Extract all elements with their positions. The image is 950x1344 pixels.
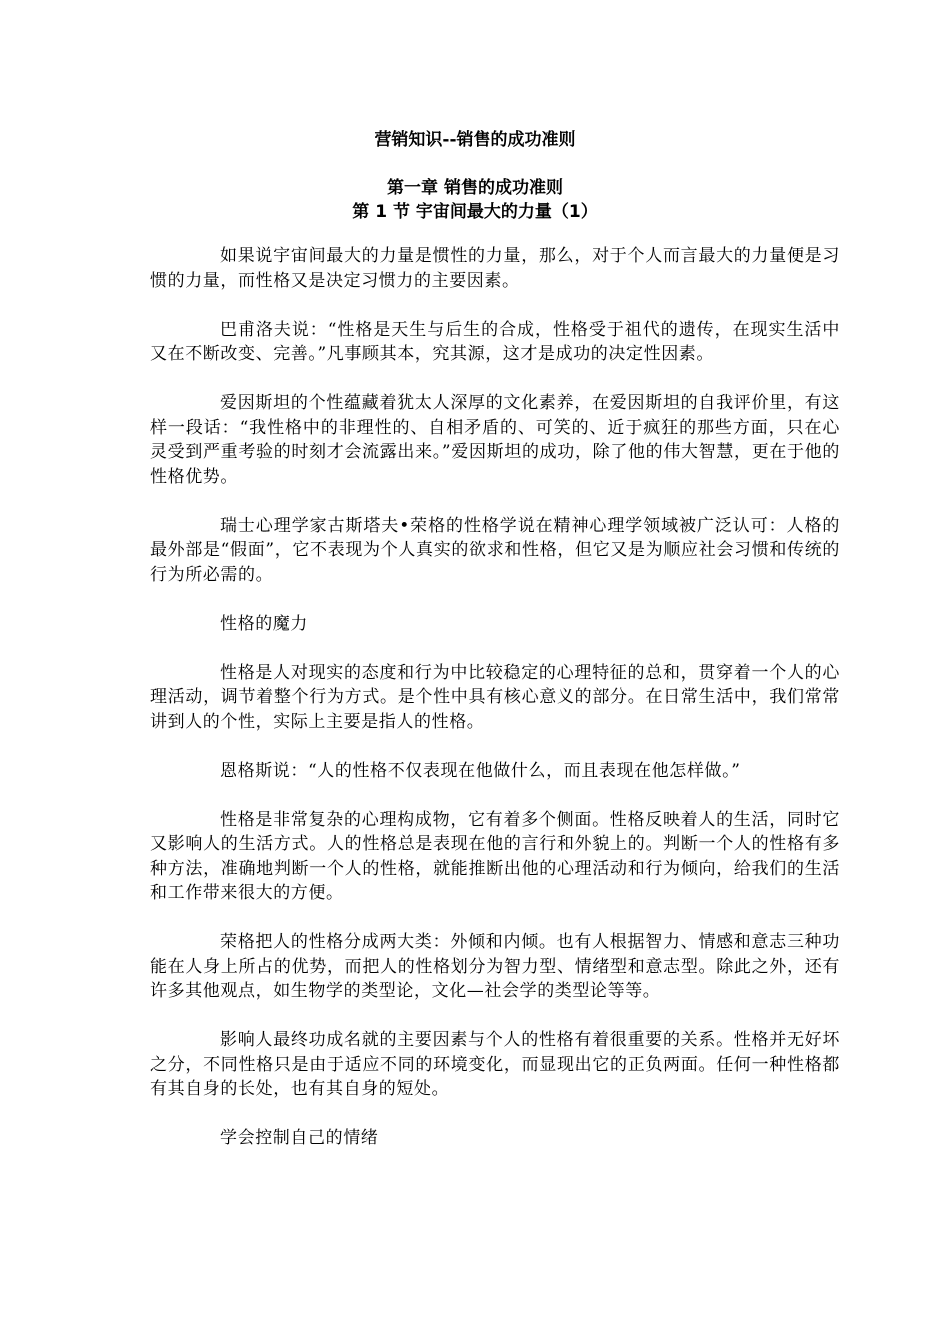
chapter-title: 第一章 销售的成功准则 (387, 178, 563, 198)
subheading-control-emotions: 学会控制自己的情绪 (220, 1128, 379, 1148)
section-title: 第 1 节 宇宙间最大的力量（1） (352, 202, 598, 222)
paragraph-9: 影响人最终功成名就的主要因素与个人的性格有着很重要的关系。性格并无好坏之分，不同性格只是由于适应不同的环境变化，而显现出它的正负两面。任何一种性格都有其自身的长处，也有其自身的短处。 (150, 1030, 840, 1099)
paragraph-1: 如果说宇宙间最大的力量是惯性的力量，那么，对于个人而言最大的力量便是习惯的力量，而性格又是决定习惯力的主要因素。 (150, 246, 840, 291)
paragraph-2: 巴甫洛夫说：“性格是天生与后生的合成，性格受于祖代的遗传，在现实生活中又在不断改变、完善。”凡事顾其本，究其源，这才是成功的决定性因素。 (150, 319, 840, 364)
subheading-personality-charm: 性格的魔力 (220, 613, 308, 634)
paragraph-6: 恩格斯说：“人的性格不仅表现在他做什么，而且表现在他怎样做。” (220, 760, 741, 781)
paragraph-7: 性格是非常复杂的心理构成物，它有着多个侧面。性格反映着人的生活，同时它又影响人的生活方式。人的性格总是表现在他的言行和外貌上的。判断一个人的性格有多种方法，准确地判断一个人的性格，就能推断出他的心理活动和行为倾向，给我们的生活和工作带来很大的方便。 (150, 809, 840, 903)
paragraph-5: 性格是人对现实的态度和行为中比较稳定的心理特征的总和，贯穿着一个人的心理活动，调节着整个行为方式。是个性中具有核心意义的部分。在日常生活中，我们常常讲到人的个性，实际上主要是指人的性格。 (150, 662, 840, 732)
paragraph-4: 瑞士心理学家古斯塔夫•荣格的性格学说在精神心理学领域被广泛认可：人格的最外部是“假面”，它不表现为个人真实的欲求和性格，但它又是为顺应社会习惯和传统的行为所必需的。 (150, 515, 840, 585)
document-body (150, 244, 840, 1175)
paragraph-3: 爱因斯坦的个性蕴藏着犹太人深厚的文化素养，在爱因斯坦的自我评价里，有这样一段话：“我性格中的非理性的、自相矛盾的、可笑的、近于疯狂的那些方面，只在心灵受到严重考验的时刻才会流露出来。”爱因斯坦的成功，除了他的伟大智慧，更在于他的性格优势。 (150, 393, 840, 487)
document-title: 营销知识--销售的成功准则 (374, 130, 576, 150)
paragraph-8: 荣格把人的性格分成两大类：外倾和内倾。也有人根据智力、情感和意志三种功能在人身上所占的优势，而把人的性格划分为智力型、情绪型和意志型。除此之外，还有许多其他观点，如生物学的类型论，文化—社会学的类型论等等。 (150, 932, 840, 1001)
